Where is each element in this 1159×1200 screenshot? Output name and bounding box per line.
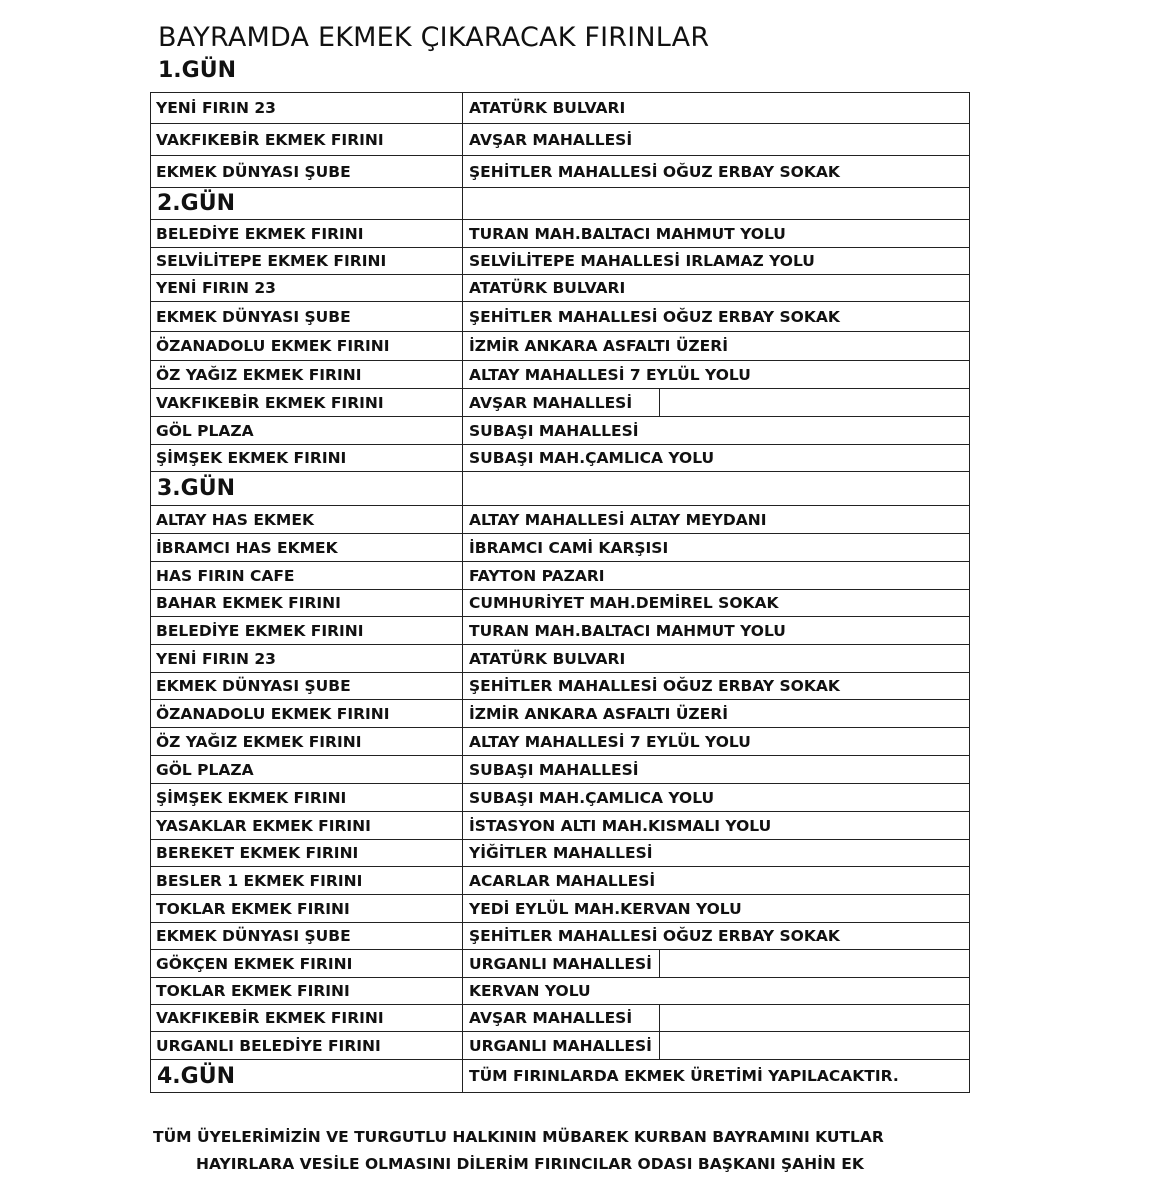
table-row (151, 727, 969, 755)
bakery-address: İSTASYON ALTI MAH.KISMALI YOLU (469, 816, 772, 835)
bakery-name: BESLER 1 EKMEK FIRINI (151, 867, 463, 894)
bakery-address: KERVAN YOLU (469, 982, 591, 1000)
bakery-name: ÖZANADOLU EKMEK FIRINI (151, 700, 463, 727)
bakery-address: TURAN MAH.BALTACI MAHMUT YOLU (469, 224, 786, 243)
bakery-name: ÖZ YAĞIZ EKMEK FIRINI (151, 728, 463, 755)
bakery-name: ŞİMŞEK EKMEK FIRINI (151, 784, 463, 811)
table-row (151, 839, 969, 866)
empty-cell (660, 950, 969, 977)
bakery-name: BELEDİYE EKMEK FIRINI (151, 220, 463, 247)
bakery-name: İBRAMCI HAS EKMEK (151, 534, 463, 561)
table-row (151, 644, 969, 672)
bakery-address: SUBAŞI MAHALLESİ (469, 760, 639, 779)
day-4-note: TÜM FIRINLARDA EKMEK ÜRETİMİ YAPILACAKTIR. (469, 1067, 899, 1085)
bakery-name: VAKFIKEBİR EKMEK FIRINI (151, 1005, 463, 1031)
table-row (151, 444, 969, 471)
table-row (151, 123, 969, 155)
table-row (151, 811, 969, 839)
bakery-address: YİĞİTLER MAHALLESİ (469, 844, 653, 862)
bakery-name: EKMEK DÜNYASI ŞUBE (151, 302, 463, 331)
table-row (151, 505, 969, 533)
document-title: BAYRAMDA EKMEK ÇIKARACAK FIRINLAR (158, 22, 710, 53)
table-row (151, 672, 969, 699)
bakery-name: ÖZ YAĞIZ EKMEK FIRINI (151, 361, 463, 388)
bakery-address: İBRAMCI CAMİ KARŞISI (469, 538, 669, 557)
bakery-address: FAYTON PAZARI (469, 566, 605, 585)
bakery-address: CUMHURİYET MAH.DEMİREL SOKAK (469, 594, 779, 612)
bakery-name: VAKFIKEBİR EKMEK FIRINI (151, 389, 463, 416)
bakery-name: ŞİMŞEK EKMEK FIRINI (151, 445, 463, 471)
table-row (151, 360, 969, 388)
day-2-heading: 2.GÜN (151, 188, 463, 219)
bakery-name: URGANLI BELEDİYE FIRINI (151, 1032, 463, 1059)
bakery-name: GÖL PLAZA (151, 417, 463, 444)
bakery-address: İZMİR ANKARA ASFALTI ÜZERİ (469, 337, 728, 355)
bakery-schedule-table (150, 92, 970, 1093)
table-row (151, 331, 969, 360)
bakery-name: GÖKÇEN EKMEK FIRINI (151, 950, 463, 977)
bakery-address: İZMİR ANKARA ASFALTI ÜZERİ (469, 704, 728, 723)
table-row (151, 1004, 969, 1031)
day-4-heading: 4.GÜN (151, 1060, 463, 1092)
bakery-address: SUBAŞI MAH.ÇAMLICA YOLU (469, 449, 715, 467)
table-row (151, 561, 969, 589)
table-row (151, 783, 969, 811)
bakery-address: ALTAY MAHALLESİ 7 EYLÜL YOLU (469, 365, 751, 384)
day-1-heading: 1.GÜN (158, 58, 236, 83)
day-3-heading: 3.GÜN (151, 472, 463, 505)
bakery-name: TOKLAR EKMEK FIRINI (151, 895, 463, 922)
bakery-name: EKMEK DÜNYASI ŞUBE (151, 673, 463, 699)
empty-cell (463, 472, 969, 505)
bakery-name: YASAKLAR EKMEK FIRINI (151, 812, 463, 839)
bakery-address: ATATÜRK BULVARI (469, 649, 626, 668)
bakery-address: SELVİLİTEPE MAHALLESİ IRLAMAZ YOLU (469, 252, 815, 270)
footer-message-line-2: HAYIRLARA VESİLE OLMASINI DİLERİM FIRINCILAR ODASI BAŞKANI ŞAHİN EK (196, 1155, 864, 1173)
table-row (151, 1031, 969, 1059)
bakery-name: EKMEK DÜNYASI ŞUBE (151, 923, 463, 949)
table-row (151, 301, 969, 331)
table-row (151, 977, 969, 1004)
day-heading-row (151, 1059, 969, 1092)
day-heading-row (151, 187, 969, 219)
table-row (151, 219, 969, 247)
bakery-address: AVŞAR MAHALLESİ (463, 1005, 660, 1031)
bakery-address: ŞEHİTLER MAHALLESİ OĞUZ ERBAY SOKAK (469, 162, 840, 181)
table-row (151, 922, 969, 949)
bakery-address: ACARLAR MAHALLESİ (469, 871, 656, 890)
table-row (151, 755, 969, 783)
bakery-name: ALTAY HAS EKMEK (151, 506, 463, 533)
table-row (151, 247, 969, 274)
table-row (151, 949, 969, 977)
table-row (151, 589, 969, 616)
bakery-address: ŞEHİTLER MAHALLESİ OĞUZ ERBAY SOKAK (469, 307, 840, 326)
bakery-name: YENİ FIRIN 23 (151, 275, 463, 301)
bakery-address: SUBAŞI MAHALLESİ (469, 421, 639, 440)
bakery-address: URGANLI MAHALLESİ (463, 1032, 660, 1059)
bakery-address: YEDİ EYLÜL MAH.KERVAN YOLU (469, 899, 742, 918)
table-row (151, 616, 969, 644)
bakery-address: AVŞAR MAHALLESİ (463, 389, 660, 416)
bakery-address: ŞEHİTLER MAHALLESİ OĞUZ ERBAY SOKAK (469, 927, 840, 945)
table-row (151, 416, 969, 444)
bakery-name: VAKFIKEBİR EKMEK FIRINI (151, 124, 463, 155)
empty-cell (660, 1032, 969, 1059)
bakery-name: BAHAR EKMEK FIRINI (151, 590, 463, 616)
empty-cell (463, 188, 969, 219)
table-row (151, 388, 969, 416)
bakery-name: TOKLAR EKMEK FIRINI (151, 978, 463, 1004)
bakery-name: HAS FIRIN CAFE (151, 562, 463, 589)
bakery-address: ALTAY MAHALLESİ 7 EYLÜL YOLU (469, 732, 751, 751)
table-row (151, 894, 969, 922)
empty-cell (660, 389, 969, 416)
bakery-address: TURAN MAH.BALTACI MAHMUT YOLU (469, 621, 786, 640)
bakery-address: AVŞAR MAHALLESİ (469, 130, 633, 149)
day-heading-row (151, 471, 969, 505)
bakery-name: YENİ FIRIN 23 (151, 645, 463, 672)
bakery-address: URGANLI MAHALLESİ (463, 950, 660, 977)
bakery-name: YENİ FIRIN 23 (151, 93, 463, 123)
table-row (151, 274, 969, 301)
footer-message-line-1: TÜM ÜYELERİMİZİN VE TURGUTLU HALKININ MÜBAREK KURBAN BAYRAMINI KUTLAR (153, 1128, 884, 1146)
bakery-name: GÖL PLAZA (151, 756, 463, 783)
table-row (151, 155, 969, 187)
bakery-address: ŞEHİTLER MAHALLESİ OĞUZ ERBAY SOKAK (469, 677, 840, 695)
bakery-name: ÖZANADOLU EKMEK FIRINI (151, 332, 463, 360)
bakery-address: ATATÜRK BULVARI (469, 99, 626, 117)
bakery-name: BELEDİYE EKMEK FIRINI (151, 617, 463, 644)
bakery-name: BEREKET EKMEK FIRINI (151, 840, 463, 866)
bakery-name: SELVİLİTEPE EKMEK FIRINI (151, 248, 463, 274)
table-row (151, 866, 969, 894)
bakery-name: EKMEK DÜNYASI ŞUBE (151, 156, 463, 187)
bakery-address: ALTAY MAHALLESİ ALTAY MEYDANI (469, 510, 767, 529)
bakery-address: ATATÜRK BULVARI (469, 279, 626, 297)
table-row (151, 699, 969, 727)
empty-cell (660, 1005, 969, 1031)
table-row (151, 533, 969, 561)
bakery-address: SUBAŞI MAH.ÇAMLICA YOLU (469, 788, 715, 807)
table-row (151, 93, 969, 123)
